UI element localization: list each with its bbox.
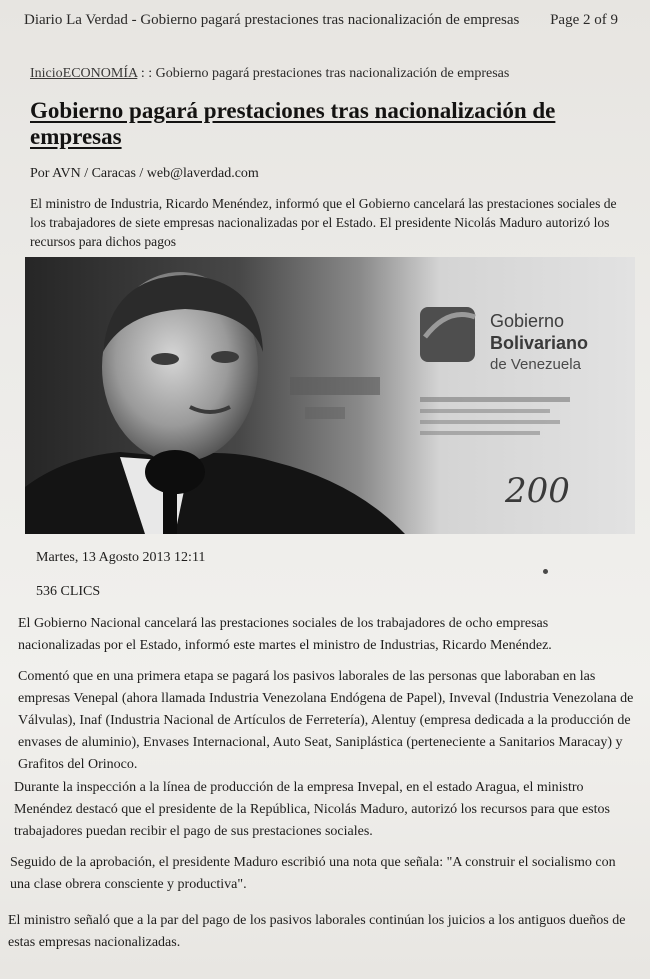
article-photo-illustration (25, 257, 635, 534)
click-counter: 536 CLICS (36, 584, 101, 599)
article-paragraph-2: Comentó que en una primera etapa se pagará los pasivos laborales de las personas que laboraban en las empresas Venepal (ahora llamada Industria Venezolana Endógena de Papel), Inveval (Industria Venezolana de Válvulas), Inaf (Industria Nacional de Artículos de Ferretería), Alentuy (empresa dedicada a la producción de envases de aluminio), Envases Internacional, Auto Seat, Saniplástica (perteneciente a Sanitarios Maracay) y Grafitos del Orinoco. (18, 669, 634, 772)
article-byline: Por AVN / Caracas / web@laverdad.com (30, 166, 259, 181)
banner-gobierno-text: Gobierno (490, 311, 565, 331)
print-header (24, 12, 618, 36)
banner-bolivariano-text: Bolivariano (490, 333, 589, 353)
breadcrumb-section-link[interactable]: ECONOMÍA (62, 66, 138, 81)
banner-venezuela-text: de Venezuela (490, 356, 581, 373)
article-paragraph-4: Seguido de la aprobación, el presidente Maduro escribió una nota que señala: "A construir el socialismo con una clase obrera consciente y productiva". (10, 855, 616, 892)
article-paragraph-3: Durante la inspección a la línea de producción de la empresa Invepal, en el estado Aragua, el ministro Menéndez destacó que el presidente de la República, Nicolás Maduro, autorizó los recursos para que estos trabajadores puedan recibir el pago de sus prestaciones sociales. (14, 780, 610, 839)
page-number: Page 2 of 9 (550, 12, 618, 28)
breadcrumb-home-link[interactable]: Inicio (30, 66, 63, 81)
print-header-title: Diario La Verdad - Gobierno pagará prestaciones tras nacionalización de empresas (24, 12, 520, 28)
article-title (30, 98, 570, 150)
breadcrumb (30, 66, 509, 82)
banner-200-text: 200 (505, 471, 570, 511)
breadcrumb-current: Gobierno pagará prestaciones tras nacionalización de empresas (155, 66, 510, 81)
paper-speck (543, 569, 548, 574)
breadcrumb-separator: : : (137, 66, 156, 81)
article-intro: El ministro de Industria, Ricardo Menéndez, informó que el Gobierno cancelará las prestaciones sociales de los trabajadores de siete empresas nacionalizadas por el Estado. El presidente Nicolás Maduro autorizó los recursos para dichos pagos (30, 196, 617, 249)
article-title-text: Gobierno pagará prestaciones tras nacionalización de empresas (30, 98, 556, 149)
article-paragraph-1: El Gobierno Nacional cancelará las prestaciones sociales de los trabajadores de ocho empresas nacionalizadas por el Estado, informó este martes el ministro de Industrias, Ricardo Menéndez. (18, 616, 552, 653)
article-date: Martes, 13 Agosto 2013 12:11 (36, 550, 206, 565)
article-photo (25, 257, 635, 534)
article-paragraph-5: El ministro señaló que a la par del pago de los pasivos laborales continúan los juicios a los antiguos dueños de estas empresas nacionalizadas. (8, 913, 626, 950)
